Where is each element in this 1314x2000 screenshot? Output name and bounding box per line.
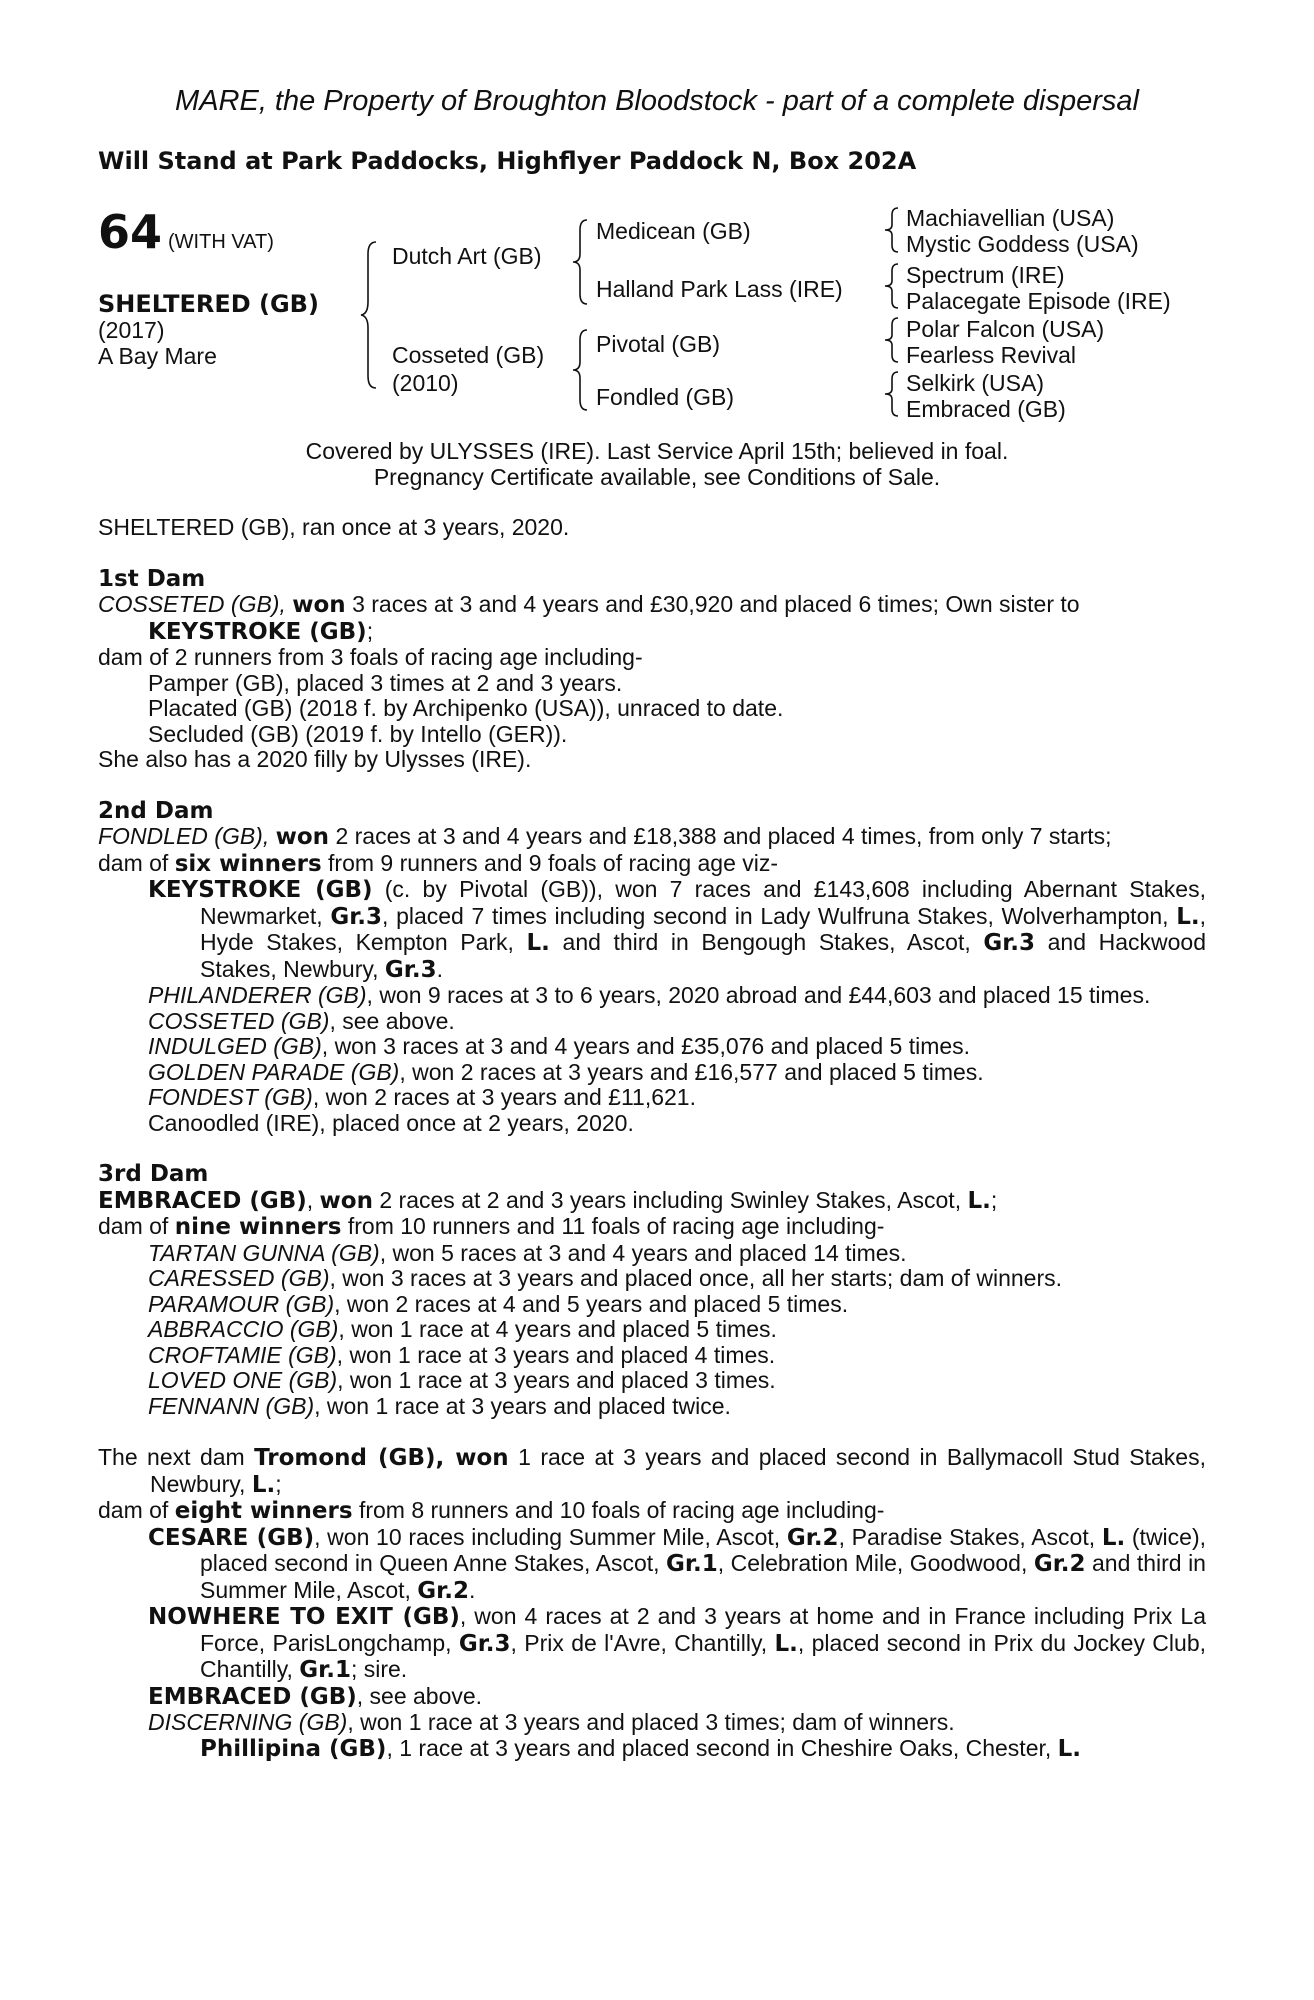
text: , xyxy=(306,1186,320,1213)
progeny-name: LOVED ONE (GB) xyxy=(148,1367,338,1393)
text: . xyxy=(436,955,443,982)
horse-block xyxy=(98,290,319,369)
second-dam-heading: 2nd Dam xyxy=(98,797,214,824)
won-label: won xyxy=(292,592,346,618)
progeny-item xyxy=(98,1034,1206,1060)
progeny-item xyxy=(98,1241,1206,1267)
pedigree-g4: Palacegate Episode (IRE) xyxy=(906,288,1171,314)
progeny-name: PHILANDERER (GB) xyxy=(148,982,367,1008)
pedigree-brace-sire xyxy=(572,218,590,306)
covered-note xyxy=(0,439,1314,490)
text: from 10 runners and 11 foals of racing age including- xyxy=(341,1213,885,1239)
pedigree-dam: Cosseted (GB) xyxy=(392,342,545,368)
text: , placed second in Prix du Jockey Club, Chantilly, xyxy=(200,1629,1206,1682)
horse-description: A Bay Mare xyxy=(98,342,217,369)
progeny-name: COSSETED (GB) xyxy=(148,1007,330,1034)
progeny-item xyxy=(98,1060,1206,1086)
grade: Gr.3 xyxy=(458,1630,511,1657)
pedigree-g3: Spectrum (IRE) xyxy=(906,262,1065,288)
progeny-text: , won 1 race at 3 years and placed twice. xyxy=(314,1392,731,1419)
progeny-name: ABBRACCIO (GB) xyxy=(148,1316,339,1342)
grade: Gr.2 xyxy=(786,1524,839,1551)
second-dam-name: FONDLED (GB), xyxy=(98,823,270,849)
progeny-last: Canoodled (IRE), placed once at 2 years, 2020. xyxy=(148,1109,634,1136)
winners-count: six winners xyxy=(174,850,322,877)
catalogue-body xyxy=(98,515,1206,1762)
first-dam-also: She also has a 2020 filly by Ulysses (IRE). xyxy=(98,746,532,772)
horse-foaled: (2017) xyxy=(98,317,165,343)
progeny-text: , won 2 races at 3 years and £11,621. xyxy=(312,1084,696,1110)
race-record: SHELTERED (GB), ran once at 3 years, 2020. xyxy=(98,514,570,540)
progeny-name: FONDEST (GB) xyxy=(148,1084,313,1110)
text: , Paradise Stakes, Ascot, xyxy=(838,1523,1102,1550)
embraced-entry xyxy=(98,1684,1206,1711)
progeny-3: Secluded (GB) (2019 f. by Intello (GER)). xyxy=(148,720,568,747)
progeny-text: , won 1 race at 3 years and placed 4 times. xyxy=(336,1341,776,1368)
pedigree-brace-g1 xyxy=(884,206,900,254)
pedigree-brace-main xyxy=(360,240,380,390)
progeny-name: INDULGED (GB) xyxy=(148,1033,322,1059)
progeny-name: PARAMOUR (GB) xyxy=(148,1290,335,1317)
text: , Hyde Stakes, Kempton Park, xyxy=(200,902,1206,955)
punct: ; xyxy=(366,617,374,644)
lot-title: MARE, the Property of Broughton Bloodstock - part of a complete dispersal xyxy=(175,85,1139,117)
text: ; sire. xyxy=(350,1656,408,1682)
embraced-name: EMBRACED (GB) xyxy=(148,1683,357,1710)
text: and third in Summer Mile, Ascot, xyxy=(200,1550,1206,1603)
pedigree-g7: Selkirk (USA) xyxy=(906,370,1045,396)
listed: L. xyxy=(967,1187,991,1214)
text: , see above. xyxy=(356,1682,483,1709)
first-dam-record xyxy=(98,592,1206,619)
grade: Gr.3 xyxy=(384,956,437,983)
pedigree-sire: Dutch Art (GB) xyxy=(392,243,542,269)
progeny-text: , won 9 races at 3 to 6 years, 2020 abroad and £44,603 and placed 15 times. xyxy=(366,982,1151,1008)
next-dam-record xyxy=(98,1445,1206,1498)
grade: Gr.1 xyxy=(299,1657,351,1683)
pedigree-dam-dam: Fondled (GB) xyxy=(596,384,735,410)
progeny-item xyxy=(98,1292,1206,1318)
third-dam-record xyxy=(98,1188,1206,1215)
text: from 8 runners and 10 foals of racing age including- xyxy=(352,1497,885,1523)
listed: L. xyxy=(1176,903,1200,930)
progeny-text: , won 5 races at 3 and 4 years and placed 14 times. xyxy=(379,1239,907,1266)
pedigree-g6: Fearless Revival xyxy=(906,342,1076,368)
next-dam-summary xyxy=(98,1498,1206,1525)
progeny-item xyxy=(98,1394,1206,1420)
pedigree-g8: Embraced (GB) xyxy=(906,396,1066,422)
progeny-1: Pamper (GB), placed 3 times at 2 and 3 years. xyxy=(148,669,623,696)
text: , Prix de l'Avre, Chantilly, xyxy=(510,1629,775,1656)
text: , 1 race at 3 years and placed second in Cheshire Oaks, Chester, xyxy=(386,1734,1058,1761)
first-dam-heading: 1st Dam xyxy=(98,565,206,592)
pedigree-brace-dam xyxy=(572,328,590,412)
progeny-text: , won 1 race at 4 years and placed 5 times. xyxy=(338,1316,777,1342)
covered-line-2: Pregnancy Certificate available, see Conditions of Sale. xyxy=(373,463,941,490)
text: , won 4 races at 2 and 3 years at home and in France including Prix La Force, ParisLongchamp, xyxy=(200,1603,1206,1656)
keystroke-name: KEYSTROKE (GB) xyxy=(148,877,373,903)
vat-note: (WITH VAT) xyxy=(168,231,274,253)
listed: L. xyxy=(526,930,550,956)
cesare-name: CESARE (GB) xyxy=(148,1524,315,1551)
progeny-name: CROFTAMIE (GB) xyxy=(148,1341,337,1368)
pedigree-brace-g2 xyxy=(884,262,900,310)
pedigree-dam-sire: Pivotal (GB) xyxy=(596,331,720,357)
progeny-text: , won 3 races at 3 years and placed once, all her starts; dam of winners. xyxy=(329,1265,1063,1291)
text: , won 10 races including Summer Mile, Ascot, xyxy=(314,1523,787,1550)
phillipina-name: Phillipina (GB) xyxy=(200,1735,387,1762)
discerning-name: DISCERNING (GB) xyxy=(148,1709,348,1735)
progeny-name: GOLDEN PARADE (GB) xyxy=(148,1058,400,1085)
progeny-name: TARTAN GUNNA (GB) xyxy=(148,1239,380,1266)
pedigree-g2: Mystic Goddess (USA) xyxy=(906,231,1139,257)
text: , won 1 race at 3 years and placed 3 times; dam of winners. xyxy=(347,1709,955,1735)
progeny-item xyxy=(98,1009,1206,1035)
second-dam-summary xyxy=(98,851,1206,878)
stand-location: Will Stand at Park Paddocks, Highflyer Paddock N, Box 202A xyxy=(98,147,917,175)
pedigree-brace-g4 xyxy=(884,370,900,418)
text: dam of xyxy=(98,849,175,876)
sister-name-line: KEYSTROKE (GB) xyxy=(148,618,367,645)
progeny-item xyxy=(98,1317,1206,1343)
progeny-item xyxy=(98,1343,1206,1369)
progeny-text: , won 2 races at 3 years and £16,577 and placed 5 times. xyxy=(399,1058,984,1085)
next-dam-name: Tromond (GB), won xyxy=(254,1445,509,1471)
listed: L. xyxy=(251,1471,276,1498)
keystroke-entry xyxy=(98,877,1206,983)
discerning-entry xyxy=(98,1710,1206,1736)
grade: Gr.1 xyxy=(666,1551,718,1577)
grade: Gr.2 xyxy=(417,1577,469,1604)
record-text: 2 races at 3 and 4 years and £18,388 and placed 4 times, from only 7 starts; xyxy=(329,823,1112,849)
grade: Gr.2 xyxy=(1033,1551,1086,1577)
third-dam-heading: 3rd Dam xyxy=(98,1161,209,1187)
text: The next dam xyxy=(98,1444,255,1470)
listed: L. xyxy=(1101,1524,1126,1551)
won-label: won xyxy=(319,1187,373,1214)
text: and third in Bengough Stakes, Ascot, xyxy=(549,929,984,955)
text: . xyxy=(468,1576,476,1603)
text: , placed 7 times including second in Lady Wulfruna Stakes, Wolverhampton, xyxy=(382,902,1177,929)
text: ; xyxy=(275,1470,282,1497)
progeny-name: FENNANN (GB) xyxy=(148,1392,315,1419)
second-dam-record xyxy=(98,824,1206,851)
progeny-item xyxy=(98,1085,1206,1111)
pedigree-g5: Polar Falcon (USA) xyxy=(906,316,1105,342)
text: from 9 runners and 9 foals of racing age viz- xyxy=(321,849,779,876)
third-dam-name: EMBRACED (GB) xyxy=(98,1187,307,1214)
text: (c. by Pivotal (GB)), won 7 races and £143,608 including Abernant Stakes, Newmarket, xyxy=(200,876,1206,929)
text: dam of xyxy=(98,1497,175,1523)
text: ; xyxy=(990,1186,998,1213)
progeny-text: , won 2 races at 4 and 5 years and placed 5 times. xyxy=(334,1290,849,1317)
progeny-text: , see above. xyxy=(329,1007,455,1034)
pedigree-brace-g3 xyxy=(884,316,900,364)
winners-count: nine winners xyxy=(174,1214,342,1240)
winners-count: eight winners xyxy=(174,1498,353,1524)
progeny-item xyxy=(98,983,1206,1009)
listed: L. xyxy=(1057,1735,1082,1762)
pedigree-g1: Machiavellian (USA) xyxy=(906,205,1115,231)
text: 2 races at 2 and 3 years including Swinley Stakes, Ascot, xyxy=(372,1186,968,1213)
progeny-name: CARESSED (GB) xyxy=(148,1265,330,1291)
progeny-item xyxy=(98,1266,1206,1292)
pedigree-dam-year: (2010) xyxy=(392,370,459,396)
progeny-2: Placated (GB) (2018 f. by Archipenko (USA)), unraced to date. xyxy=(148,695,784,721)
nowhere-to-exit-name: NOWHERE TO EXIT (GB) xyxy=(148,1604,460,1630)
text: 1 race at 3 years and placed second in Ballymacoll Stud Stakes, Newbury, xyxy=(150,1444,1206,1497)
first-dam-name: COSSETED (GB), xyxy=(98,591,286,617)
text: , Celebration Mile, Goodwood, xyxy=(717,1550,1034,1576)
cesare-entry xyxy=(98,1525,1206,1605)
grade: Gr.3 xyxy=(983,930,1036,956)
record-text: 3 races at 3 and 4 years and £30,920 and placed 6 times; Own sister to xyxy=(345,591,1080,617)
progeny-text: , won 3 races at 3 and 4 years and £35,076 and placed 5 times. xyxy=(321,1033,971,1059)
text: and Hackwood Stakes, Newbury, xyxy=(200,929,1206,982)
pedigree-sire-dam: Halland Park Lass (IRE) xyxy=(596,276,843,302)
progeny-item xyxy=(98,1368,1206,1394)
covered-line-1: Covered by ULYSSES (IRE). Last Service April 15th; believed in foal. xyxy=(305,438,1009,464)
third-dam-summary xyxy=(98,1214,1206,1241)
lot-number: 64 xyxy=(98,205,163,259)
text: dam of xyxy=(98,1213,175,1239)
phillipina-entry xyxy=(98,1736,1206,1763)
sister-line xyxy=(98,619,1206,646)
progeny-text: , won 1 race at 3 years and placed 3 times. xyxy=(337,1367,776,1393)
grade: Gr.3 xyxy=(330,903,383,930)
first-dam-summary: dam of 2 runners from 3 foals of racing age including- xyxy=(98,644,643,670)
horse-name: SHELTERED (GB) xyxy=(98,290,319,318)
won-label: won xyxy=(275,824,330,850)
lot-block xyxy=(98,207,274,257)
listed: L. xyxy=(774,1630,798,1657)
text: (twice), placed second in Queen Anne Stakes, Ascot, xyxy=(200,1523,1207,1576)
pedigree-sire-sire: Medicean (GB) xyxy=(596,218,751,244)
nowhere-to-exit-entry xyxy=(98,1604,1206,1684)
